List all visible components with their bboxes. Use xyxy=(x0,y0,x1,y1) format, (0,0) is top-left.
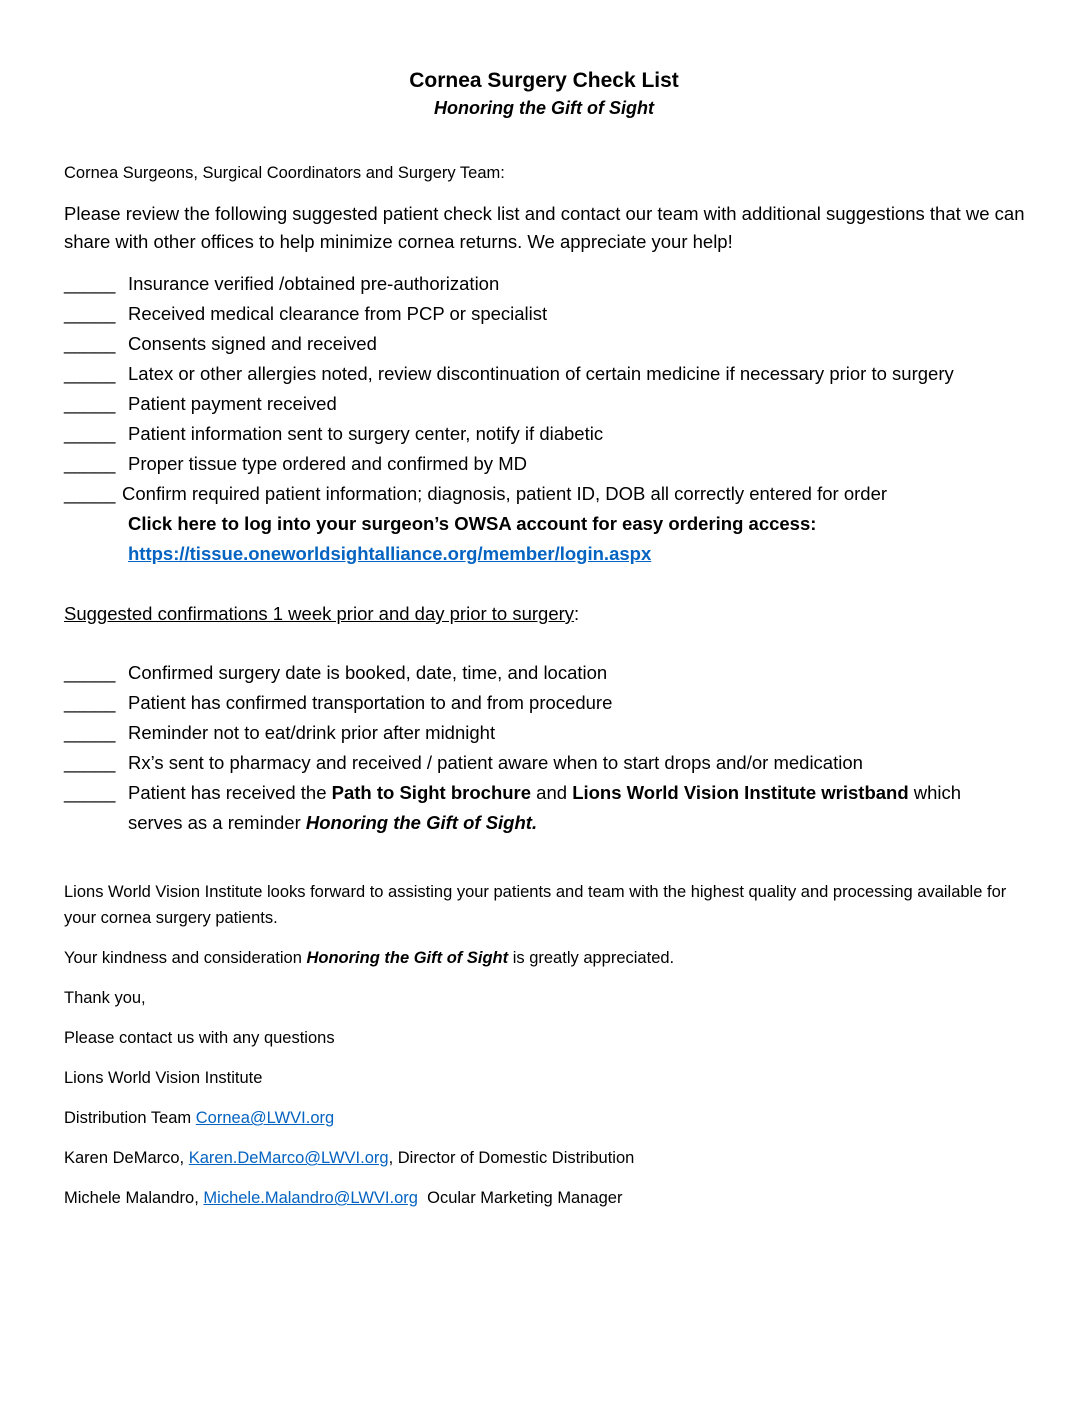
checklist-item xyxy=(64,329,954,359)
contact-name: Michele Malandro, xyxy=(64,1189,204,1207)
contact-title: Ocular Marketing Manager xyxy=(417,1189,623,1207)
checkbox-blank[interactable]: _____ xyxy=(64,303,116,324)
kindness-suffix: is greatly appreciated. xyxy=(508,949,675,967)
checklist-item xyxy=(64,389,954,419)
checklist-item-text: Reminder not to eat/drink prior after midnight xyxy=(128,722,496,743)
checkbox-blank[interactable]: _____ xyxy=(64,423,116,444)
brochure-name: Path to Sight brochure xyxy=(331,782,532,803)
checklist-item-text-part: which xyxy=(908,782,962,803)
checklist-item xyxy=(64,359,954,389)
continuation-emphasis: Honoring the Gift of Sight. xyxy=(305,812,538,833)
checklist-item-text: Patient payment received xyxy=(128,393,337,414)
checklist-item-text: Insurance verified /obtained pre-authorization xyxy=(128,273,500,294)
contact-line xyxy=(64,1185,1024,1211)
checkbox-blank[interactable]: _____ xyxy=(64,692,116,713)
confirmations-heading-text: Suggested confirmations 1 week prior and day prior to surgery xyxy=(64,603,575,624)
page-title: Cornea Surgery Check List xyxy=(409,69,679,92)
checklist-item-text: Rx’s sent to pharmacy and received / patient aware when to start drops and/or medication xyxy=(128,752,863,773)
contact-email-link[interactable]: Cornea@LWVI.org xyxy=(195,1109,335,1127)
checkbox-blank[interactable]: _____ xyxy=(64,363,116,384)
pre-surgery-checklist xyxy=(64,269,954,509)
salutation: Cornea Surgeons, Surgical Coordinators and Surgery Team: xyxy=(64,164,505,182)
checklist-item-text: Latex or other allergies noted, review discontinuation of certain medicine if necessary prior to surgery xyxy=(128,363,954,384)
page-subtitle: Honoring the Gift of Sight xyxy=(434,98,654,118)
checklist-item-text: Confirmed surgery date is booked, date, time, and location xyxy=(128,662,608,683)
confirmations-heading-suffix: : xyxy=(574,603,580,624)
checklist-item xyxy=(64,479,954,509)
checklist-item xyxy=(64,718,961,748)
checkbox-blank[interactable]: _____ xyxy=(64,782,116,803)
kindness-emphasis: Honoring the Gift of Sight xyxy=(306,949,509,967)
checklist-item-text-part: Patient has received the xyxy=(128,782,332,803)
contact-email-link[interactable]: Michele.Malandro@LWVI.org xyxy=(203,1189,418,1207)
checkbox-blank[interactable]: _____ xyxy=(64,333,116,354)
checklist-item xyxy=(64,658,961,688)
organization-name: Lions World Vision Institute xyxy=(64,1069,263,1087)
checkbox-blank[interactable]: _____ xyxy=(64,752,116,773)
confirmations-heading xyxy=(64,599,579,629)
checklist-item xyxy=(64,299,954,329)
checkbox-blank[interactable]: _____ xyxy=(64,273,116,294)
kindness-prefix: Your kindness and consideration xyxy=(64,949,307,967)
wristband-name: Lions World Vision Institute wristband xyxy=(572,782,909,803)
checklist-item-text: Consents signed and received xyxy=(128,333,377,354)
checklist-item-text: Patient has confirmed transportation to and from procedure xyxy=(128,692,613,713)
owsa-login-link[interactable]: https://tissue.oneworldsightalliance.org/member/login.aspx xyxy=(128,543,652,564)
intro-paragraph: Please review the following suggested patient check list and contact our team with additional suggestions that we can share with other offices to help minimize cornea returns. We appreciate your help! xyxy=(64,203,1025,252)
contact-name: Karen DeMarco, xyxy=(64,1149,189,1167)
checklist-item-text: Received medical clearance from PCP or specialist xyxy=(128,303,548,324)
checklist-item-continuation xyxy=(128,808,537,838)
checklist-item xyxy=(64,778,961,808)
checklist-item xyxy=(64,449,954,479)
contact-name: Distribution Team xyxy=(64,1109,196,1127)
checkbox-blank[interactable]: _____ xyxy=(64,393,116,414)
closing-paragraph: Lions World Vision Institute looks forward to assisting your patients and team with the highest quality and processing available for your cornea surgery patients. xyxy=(64,883,1007,927)
checklist-item xyxy=(64,269,954,299)
checklist-item-text: Patient information sent to surgery center, notify if diabetic xyxy=(128,423,604,444)
contact-line xyxy=(64,1145,1024,1171)
thanks-line: Thank you, xyxy=(64,989,146,1007)
checkbox-blank[interactable]: _____ xyxy=(64,453,116,474)
confirmations-checklist xyxy=(64,658,961,808)
contact-email-link[interactable]: Karen.DeMarco@LWVI.org xyxy=(188,1149,389,1167)
checklist-item-text: Confirm required patient information; diagnosis, patient ID, DOB all correctly entered for order xyxy=(122,483,888,504)
checklist-item xyxy=(64,748,961,778)
checklist-item-text-part: and xyxy=(531,782,573,803)
checklist-item xyxy=(64,688,961,718)
checkbox-blank[interactable]: _____ xyxy=(64,722,116,743)
contact-prompt: Please contact us with any questions xyxy=(64,1029,335,1047)
kindness-line xyxy=(64,945,1024,971)
contact-title: , Director of Domestic Distribution xyxy=(388,1149,635,1167)
continuation-text: serves as a reminder xyxy=(128,812,306,833)
contact-line xyxy=(64,1105,1024,1131)
checklist-item-text: Proper tissue type ordered and confirmed by MD xyxy=(128,453,527,474)
checkbox-blank[interactable]: _____ xyxy=(64,483,116,504)
owsa-login-prompt: Click here to log into your surgeon’s OWSA account for easy ordering access: xyxy=(128,513,817,534)
checkbox-blank[interactable]: _____ xyxy=(64,662,116,683)
checklist-item xyxy=(64,419,954,449)
